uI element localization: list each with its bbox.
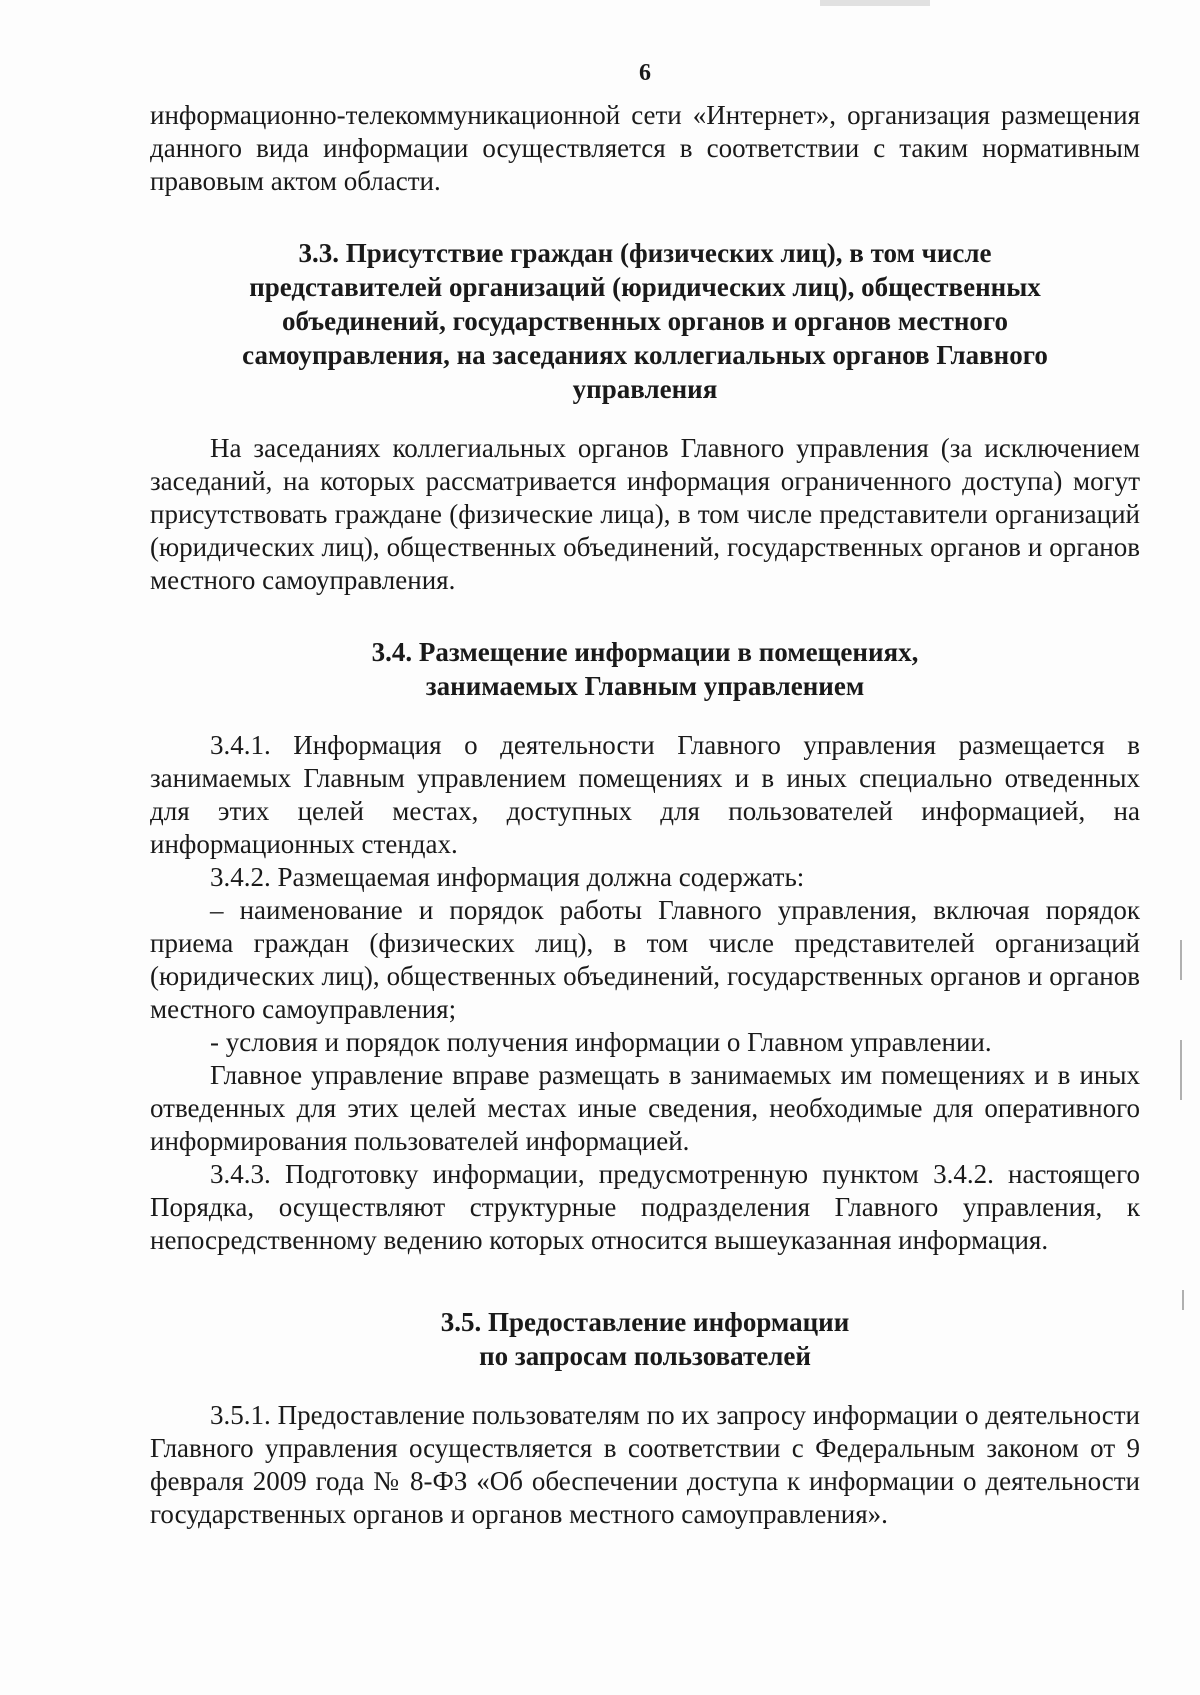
section-3-3-body: На заседаниях коллегиальных органов Главного управления (за исключением заседаний, на которых рассматривается информация ограниченного доступа) могут присутствовать граждане (физические лица), в том числе представители организаций (юридических лиц), общественных объединений, государственных органов и органов местного самоуправления.: [150, 433, 1140, 595]
section-3-5-1-paragraph: 3.5.1. Предоставление пользователям по их запросу информации о деятельности Главного управления осуществляется в соответствии с Федеральным законом от 9 февраля 2009 года № 8-ФЗ «Об обеспечении доступа к информации о деятельности государственных органов и органов местного самоуправления».: [150, 1400, 1140, 1529]
section-3-4-2-paragraph: 3.4.2. Размещаемая информация должна содержать:: [210, 862, 805, 892]
section-3-3-heading: 3.3. Присутствие граждан (физических лиц), в том числе представителей организаций (юридических лиц), общественных объединений, государственных органов и органов местного самоуправления, на заседаниях коллегиальных органов Главного управления: [242, 238, 1048, 404]
scan-edge-mark: [1180, 1040, 1182, 1100]
document-content: [150, 60, 1140, 1531]
scan-smudge: [820, 0, 930, 6]
page-number: 6: [639, 60, 651, 86]
section-3-4-2-item-2: - условия и порядок получения информации о Главном управлении.: [210, 1027, 992, 1057]
section-3-4-1-paragraph: 3.4.1. Информация о деятельности Главного управления размещается в занимаемых Главным управлением помещениях и в иных специально отведенных для этих целей местах, доступных для пользователей информацией, на информационных стендах.: [150, 730, 1140, 859]
section-3-4-2-note: Главное управление вправе размещать в занимаемых им помещениях и в иных отведенных для этих целей местах иные сведения, необходимые для оперативного информирования пользователей информацией.: [150, 1060, 1140, 1156]
section-3-4-2-item-1: – наименование и порядок работы Главного управления, включая порядок приема граждан (физических лиц), в том числе представителей организаций (юридических лиц), общественных объединений, государственных органов и органов местного самоуправления;: [150, 895, 1140, 1024]
intro-paragraph: информационно-телекоммуникационной сети «Интернет», организация размещения данного вида информации осуществляется в соответствии с таким нормативным правовым актом области.: [150, 100, 1140, 196]
scan-edge-mark: [1182, 1290, 1184, 1310]
section-3-5-heading-line2: по запросам пользователей: [479, 1341, 811, 1371]
section-3-4-3-paragraph: 3.4.3. Подготовку информации, предусмотренную пунктом 3.4.2. настоящего Порядка, осуществляют структурные подразделения Главного управления, к непосредственному ведению которых относится вышеуказанная информация.: [150, 1159, 1140, 1255]
section-3-4-heading-line2: занимаемых Главным управлением: [425, 671, 865, 701]
scan-edge-mark: [1180, 940, 1182, 980]
section-3-5-heading-line1: 3.5. Предоставление информации: [440, 1307, 850, 1337]
section-3-4-heading-line1: 3.4. Размещение информации в помещениях,: [371, 637, 919, 667]
